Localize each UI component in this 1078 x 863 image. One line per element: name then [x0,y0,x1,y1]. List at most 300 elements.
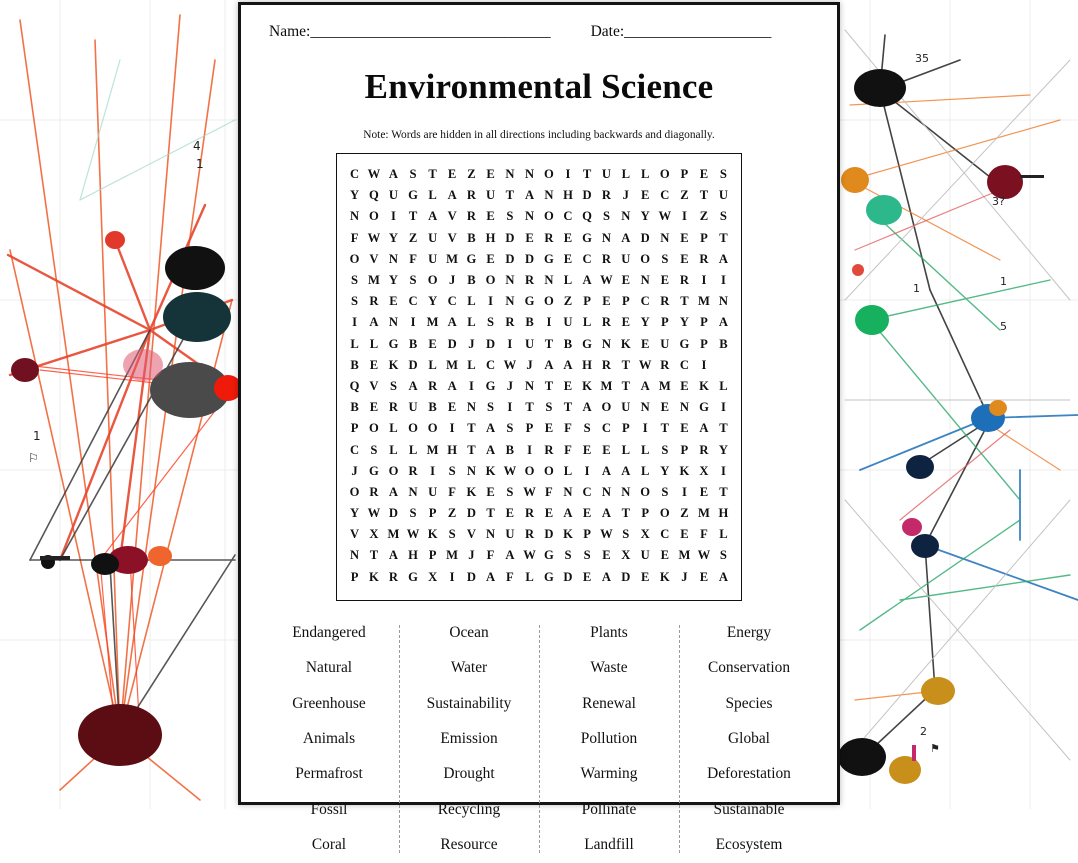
grid-cell[interactable]: T [660,421,670,436]
grid-cell[interactable]: N [505,167,515,182]
grid-cell[interactable]: B [563,336,573,351]
grid-cell[interactable]: Z [699,209,709,224]
grid-cell[interactable]: S [545,400,553,415]
grid-cell[interactable]: M [387,527,400,542]
grid-cell[interactable]: C [447,294,457,309]
grid-cell[interactable]: E [699,484,709,499]
grid-cell[interactable]: P [641,506,650,521]
grid-cell[interactable]: D [582,188,592,203]
grid-cell[interactable]: O [485,273,496,288]
grid-cell[interactable]: C [582,251,592,266]
grid-cell[interactable]: O [543,167,554,182]
grid-cell[interactable]: E [486,251,495,266]
grid-cell[interactable]: T [505,188,515,203]
grid-cell[interactable]: G [524,294,535,309]
grid-cell[interactable]: U [428,230,438,245]
grid-cell[interactable]: E [621,273,631,288]
grid-cell[interactable]: E [389,294,398,309]
grid-cell[interactable]: I [642,421,648,436]
grid-cell[interactable]: Z [447,506,457,521]
grid-cell[interactable]: A [388,167,399,182]
grid-cell[interactable]: F [486,548,495,563]
grid-cell[interactable]: S [506,421,514,436]
grid-cell[interactable]: A [485,442,496,457]
grid-cell[interactable]: S [409,167,417,182]
grid-cell[interactable]: L [640,442,650,457]
grid-cell[interactable]: U [660,336,670,351]
grid-cell[interactable]: G [408,188,418,203]
grid-cell[interactable]: D [466,569,476,584]
grid-cell[interactable]: B [350,357,359,372]
grid-cell[interactable]: R [369,484,379,499]
word-item[interactable]: Endangered [292,623,366,641]
grid-cell[interactable]: U [428,484,438,499]
grid-cell[interactable]: Z [680,506,689,521]
grid-cell[interactable]: C [408,294,418,309]
grid-cell[interactable]: Y [388,230,399,245]
grid-cell[interactable]: N [349,209,360,224]
grid-cell[interactable]: T [621,506,631,521]
grid-cell[interactable]: I [546,315,552,330]
grid-cell[interactable]: Y [679,315,689,330]
grid-cell[interactable]: S [389,378,397,393]
grid-cell[interactable]: A [718,251,728,266]
grid-cell[interactable]: A [601,463,611,478]
grid-cell[interactable]: T [428,167,437,182]
grid-cell[interactable]: G [543,548,554,563]
grid-cell[interactable]: P [428,506,437,521]
grid-cell[interactable]: L [467,294,476,309]
grid-cell[interactable]: N [601,336,611,351]
grid-cell[interactable]: I [720,463,726,478]
grid-cell[interactable]: E [582,569,592,584]
grid-cell[interactable]: S [351,273,359,288]
grid-cell[interactable]: I [449,569,455,584]
grid-cell[interactable]: O [524,463,535,478]
grid-cell[interactable]: A [699,421,709,436]
grid-cell[interactable]: D [388,506,399,521]
grid-cell[interactable]: K [699,378,709,393]
word-item[interactable]: Deforestation [707,765,791,783]
grid-cell[interactable]: I [430,463,436,478]
grid-cell[interactable]: F [564,442,572,457]
grid-cell[interactable]: N [466,463,476,478]
grid-cell[interactable]: T [719,421,728,436]
grid-cell[interactable]: N [640,400,650,415]
grid-cell[interactable]: N [660,230,670,245]
grid-cell[interactable]: N [601,484,611,499]
grid-cell[interactable]: E [602,548,611,563]
word-item[interactable]: Plants [590,623,628,641]
word-item[interactable]: Species [725,694,773,712]
grid-cell[interactable]: D [640,230,650,245]
grid-cell[interactable]: I [410,315,416,330]
grid-cell[interactable]: N [349,548,360,563]
grid-cell[interactable]: P [700,230,708,245]
grid-cell[interactable]: R [660,357,670,372]
word-item[interactable]: Natural [305,659,353,677]
grid-cell[interactable]: T [544,378,554,393]
grid-cell[interactable]: T [369,548,379,563]
grid-cell[interactable]: A [563,357,573,372]
grid-cell[interactable]: Y [388,273,399,288]
grid-cell[interactable]: K [679,463,690,478]
grid-cell[interactable]: T [719,484,728,499]
grid-cell[interactable]: K [485,463,496,478]
grid-cell[interactable]: B [467,230,476,245]
word-item[interactable]: Animals [302,729,356,747]
grid-cell[interactable]: K [563,527,573,542]
grid-cell[interactable]: M [426,442,439,457]
grid-cell[interactable]: A [563,506,573,521]
word-item[interactable]: Pollution [580,729,638,747]
grid-cell[interactable]: O [640,484,651,499]
grid-cell[interactable]: A [582,400,592,415]
grid-cell[interactable]: A [621,463,631,478]
grid-cell[interactable]: P [660,315,669,330]
grid-cell[interactable]: E [525,230,534,245]
grid-cell[interactable]: U [485,188,496,203]
grid-cell[interactable]: T [467,421,476,436]
grid-cell[interactable]: E [660,400,670,415]
grid-cell[interactable]: F [409,251,417,266]
word-item[interactable]: Coral [311,836,347,854]
word-item[interactable]: Sustainability [426,694,512,712]
grid-cell[interactable]: B [428,400,437,415]
grid-cell[interactable]: R [408,463,418,478]
grid-cell[interactable]: S [409,506,417,521]
grid-cell[interactable]: E [660,548,670,563]
grid-cell[interactable]: O [543,294,554,309]
grid-cell[interactable]: A [388,484,399,499]
grid-cell[interactable]: W [367,167,381,182]
grid-cell[interactable]: L [621,442,631,457]
grid-cell[interactable]: S [351,294,359,309]
grid-cell[interactable]: I [527,442,532,457]
grid-cell[interactable]: X [428,569,438,584]
grid-cell[interactable]: O [388,463,399,478]
grid-cell[interactable]: G [408,569,418,584]
grid-cell[interactable]: A [621,230,631,245]
grid-cell[interactable]: N [544,188,554,203]
grid-cell[interactable]: N [601,230,611,245]
grid-cell[interactable]: R [544,442,554,457]
grid-cell[interactable]: E [486,167,495,182]
grid-cell[interactable]: P [428,548,437,563]
grid-cell[interactable]: D [505,251,515,266]
grid-cell[interactable]: G [485,378,496,393]
grid-cell[interactable]: F [506,569,514,584]
grid-cell[interactable]: E [544,506,554,521]
grid-cell[interactable]: R [466,209,476,224]
grid-cell[interactable]: H [447,442,458,457]
grid-cell[interactable]: E [369,400,379,415]
grid-cell[interactable]: T [525,400,534,415]
grid-cell[interactable]: I [352,315,357,330]
grid-cell[interactable]: K [582,378,592,393]
grid-cell[interactable]: I [488,294,493,309]
grid-cell[interactable]: W [367,506,381,521]
grid-cell[interactable]: O [601,400,612,415]
word-item[interactable]: Warming [580,765,638,783]
grid-cell[interactable]: O [408,421,418,436]
grid-cell[interactable]: U [718,188,728,203]
word-item[interactable]: Resource [440,836,498,854]
grid-cell[interactable]: O [427,421,438,436]
grid-cell[interactable]: E [680,421,689,436]
grid-cell[interactable]: Y [660,463,670,478]
grid-cell[interactable]: K [427,527,438,542]
word-item[interactable]: Greenhouse [292,694,366,712]
grid-cell[interactable]: S [583,548,591,563]
grid-cell[interactable]: E [699,167,709,182]
grid-cell[interactable]: Y [428,294,438,309]
grid-cell[interactable]: M [367,273,380,288]
grid-cell[interactable]: D [408,357,418,372]
grid-cell[interactable]: S [370,442,378,457]
grid-cell[interactable]: Q [349,378,360,393]
grid-cell[interactable]: U [505,527,515,542]
grid-cell[interactable]: R [660,294,670,309]
grid-cell[interactable]: E [544,421,554,436]
grid-cell[interactable]: Z [563,294,573,309]
grid-cell[interactable]: D [485,336,496,351]
grid-cell[interactable]: E [486,484,495,499]
grid-cell[interactable]: L [389,421,398,436]
grid-cell[interactable]: P [350,569,359,584]
grid-cell[interactable]: J [351,463,358,478]
grid-cell[interactable]: H [408,548,418,563]
grid-cell[interactable]: T [563,400,573,415]
grid-cell[interactable]: L [640,463,650,478]
grid-cell[interactable]: M [426,315,439,330]
grid-cell[interactable]: N [505,294,515,309]
grid-cell[interactable]: R [524,506,535,521]
grid-cell[interactable]: I [468,378,474,393]
grid-cell[interactable]: E [680,251,689,266]
grid-cell[interactable]: L [582,315,592,330]
grid-cell[interactable]: R [524,273,535,288]
grid-cell[interactable]: R [601,251,611,266]
grid-cell[interactable]: T [621,378,631,393]
grid-cell[interactable]: J [468,548,475,563]
grid-cell[interactable]: E [563,378,573,393]
grid-cell[interactable]: I [720,273,726,288]
grid-cell[interactable]: R [388,400,399,415]
grid-cell[interactable]: E [486,209,495,224]
grid-cell[interactable]: P [700,315,708,330]
grid-cell[interactable]: A [640,378,650,393]
grid-cell[interactable]: M [678,548,691,563]
grid-cell[interactable]: U [388,188,399,203]
word-item[interactable]: Drought [443,765,495,783]
grid-cell[interactable]: S [661,442,669,457]
grid-cell[interactable]: L [719,378,728,393]
grid-cell[interactable]: L [563,273,573,288]
grid-cell[interactable]: V [369,251,379,266]
grid-cell[interactable]: F [448,484,456,499]
grid-cell[interactable]: N [640,273,650,288]
grid-cell[interactable]: L [408,442,418,457]
grid-cell[interactable]: B [719,336,728,351]
grid-cell[interactable]: N [505,273,515,288]
grid-cell[interactable]: E [640,336,650,351]
grid-cell[interactable]: D [524,251,535,266]
grid-cell[interactable]: F [700,527,708,542]
grid-cell[interactable]: O [543,463,554,478]
grid-cell[interactable]: E [680,378,689,393]
grid-cell[interactable]: J [622,188,629,203]
grid-cell[interactable]: N [621,484,631,499]
grid-cell[interactable]: N [679,400,689,415]
grid-cell[interactable]: S [564,548,572,563]
grid-cell[interactable]: F [350,230,359,245]
grid-cell[interactable]: V [369,378,379,393]
word-item[interactable]: Energy [726,623,772,641]
grid-cell[interactable]: D [447,336,457,351]
grid-cell[interactable]: S [487,400,495,415]
grid-cell[interactable]: A [388,548,399,563]
grid-cell[interactable]: E [680,230,689,245]
grid-cell[interactable]: A [601,569,611,584]
grid-cell[interactable]: T [680,294,689,309]
grid-cell[interactable]: U [621,251,631,266]
grid-cell[interactable]: A [485,421,496,436]
grid-cell[interactable]: B [350,400,359,415]
grid-cell[interactable]: J [506,378,514,393]
grid-cell[interactable]: E [582,506,592,521]
grid-cell[interactable]: I [701,273,707,288]
grid-cell[interactable]: V [447,209,457,224]
grid-cell[interactable]: V [447,230,457,245]
grid-cell[interactable]: E [563,230,573,245]
grid-cell[interactable]: A [582,273,592,288]
grid-cell[interactable]: N [408,484,418,499]
word-item[interactable]: Global [728,729,770,747]
grid-cell[interactable]: L [467,315,476,330]
grid-cell[interactable]: S [622,527,630,542]
grid-cell[interactable]: G [582,336,592,351]
grid-cell[interactable]: S [719,167,727,182]
grid-cell[interactable]: A [447,188,457,203]
grid-cell[interactable]: X [369,527,379,542]
grid-cell[interactable]: I [681,209,687,224]
grid-cell[interactable]: L [369,336,379,351]
grid-cell[interactable]: S [661,251,669,266]
grid-cell[interactable]: C [582,484,592,499]
grid-cell[interactable]: J [448,273,456,288]
grid-cell[interactable]: D [621,569,631,584]
grid-cell[interactable]: N [388,251,399,266]
grid-cell[interactable]: X [621,548,631,563]
grid-cell[interactable]: I [701,357,707,372]
grid-cell[interactable]: Y [349,506,360,521]
grid-cell[interactable]: O [640,251,651,266]
grid-cell[interactable]: F [564,421,572,436]
grid-cell[interactable]: P [583,527,591,542]
grid-cell[interactable]: P [583,294,591,309]
word-item[interactable]: Sustainable [713,800,785,818]
grid-cell[interactable]: D [544,527,554,542]
word-item[interactable]: Ecosystem [715,836,783,854]
grid-cell[interactable]: A [485,569,496,584]
grid-cell[interactable]: I [720,400,726,415]
grid-cell[interactable]: S [409,273,417,288]
grid-cell[interactable]: R [544,230,554,245]
grid-cell[interactable]: N [621,209,631,224]
grid-cell[interactable]: S [661,484,669,499]
grid-cell[interactable]: T [467,442,476,457]
grid-cell[interactable]: N [563,484,573,499]
word-item[interactable]: Waste [590,659,628,677]
word-item[interactable]: Conservation [707,659,791,677]
grid-cell[interactable]: N [524,209,535,224]
grid-cell[interactable]: J [681,569,688,584]
grid-cell[interactable]: Q [582,209,592,224]
grid-cell[interactable]: Q [369,188,379,203]
grid-cell[interactable]: S [583,421,591,436]
grid-cell[interactable]: C [601,421,611,436]
grid-cell[interactable]: L [428,188,437,203]
grid-cell[interactable]: E [369,357,379,372]
grid-cell[interactable]: A [718,569,728,584]
grid-cell[interactable]: B [408,336,418,351]
grid-cell[interactable]: P [680,167,689,182]
grid-cell[interactable]: E [621,315,631,330]
grid-cell[interactable]: A [718,315,728,330]
grid-cell[interactable]: S [448,463,456,478]
grid-cell[interactable]: R [466,188,476,203]
grid-cell[interactable]: D [466,506,476,521]
grid-cell[interactable]: W [503,463,517,478]
grid-cell[interactable]: M [446,548,459,563]
grid-cell[interactable]: R [601,357,611,372]
grid-cell[interactable]: A [447,315,457,330]
grid-cell[interactable]: N [718,294,728,309]
grid-cell[interactable]: R [699,251,709,266]
grid-cell[interactable]: W [503,357,517,372]
grid-cell[interactable]: K [620,336,631,351]
grid-cell[interactable]: I [391,209,396,224]
grid-cell[interactable]: O [349,251,360,266]
grid-cell[interactable]: W [367,230,381,245]
grid-cell[interactable]: O [427,273,438,288]
grid-cell[interactable]: W [523,484,536,499]
grid-cell[interactable]: E [660,273,670,288]
grid-cell[interactable]: A [601,506,611,521]
grid-cell[interactable]: Z [467,167,476,182]
grid-cell[interactable]: R [428,378,438,393]
grid-cell[interactable]: L [428,357,437,372]
grid-cell[interactable]: E [505,506,515,521]
grid-cell[interactable]: R [699,442,709,457]
grid-cell[interactable]: B [525,315,534,330]
grid-cell[interactable]: R [388,569,399,584]
grid-cell[interactable]: R [679,273,689,288]
grid-cell[interactable]: F [545,484,553,499]
grid-cell[interactable]: S [487,315,495,330]
grid-cell[interactable]: R [505,315,515,330]
grid-cell[interactable]: P [350,421,359,436]
grid-cell[interactable]: O [659,167,670,182]
grid-cell[interactable]: M [658,378,671,393]
grid-cell[interactable]: I [565,167,571,182]
word-item[interactable]: Landfill [584,836,634,854]
grid-cell[interactable]: L [525,569,534,584]
name-field-label[interactable]: Name:_______________________________ [269,23,551,40]
grid-cell[interactable]: Y [718,442,728,457]
grid-cell[interactable]: O [369,421,379,436]
